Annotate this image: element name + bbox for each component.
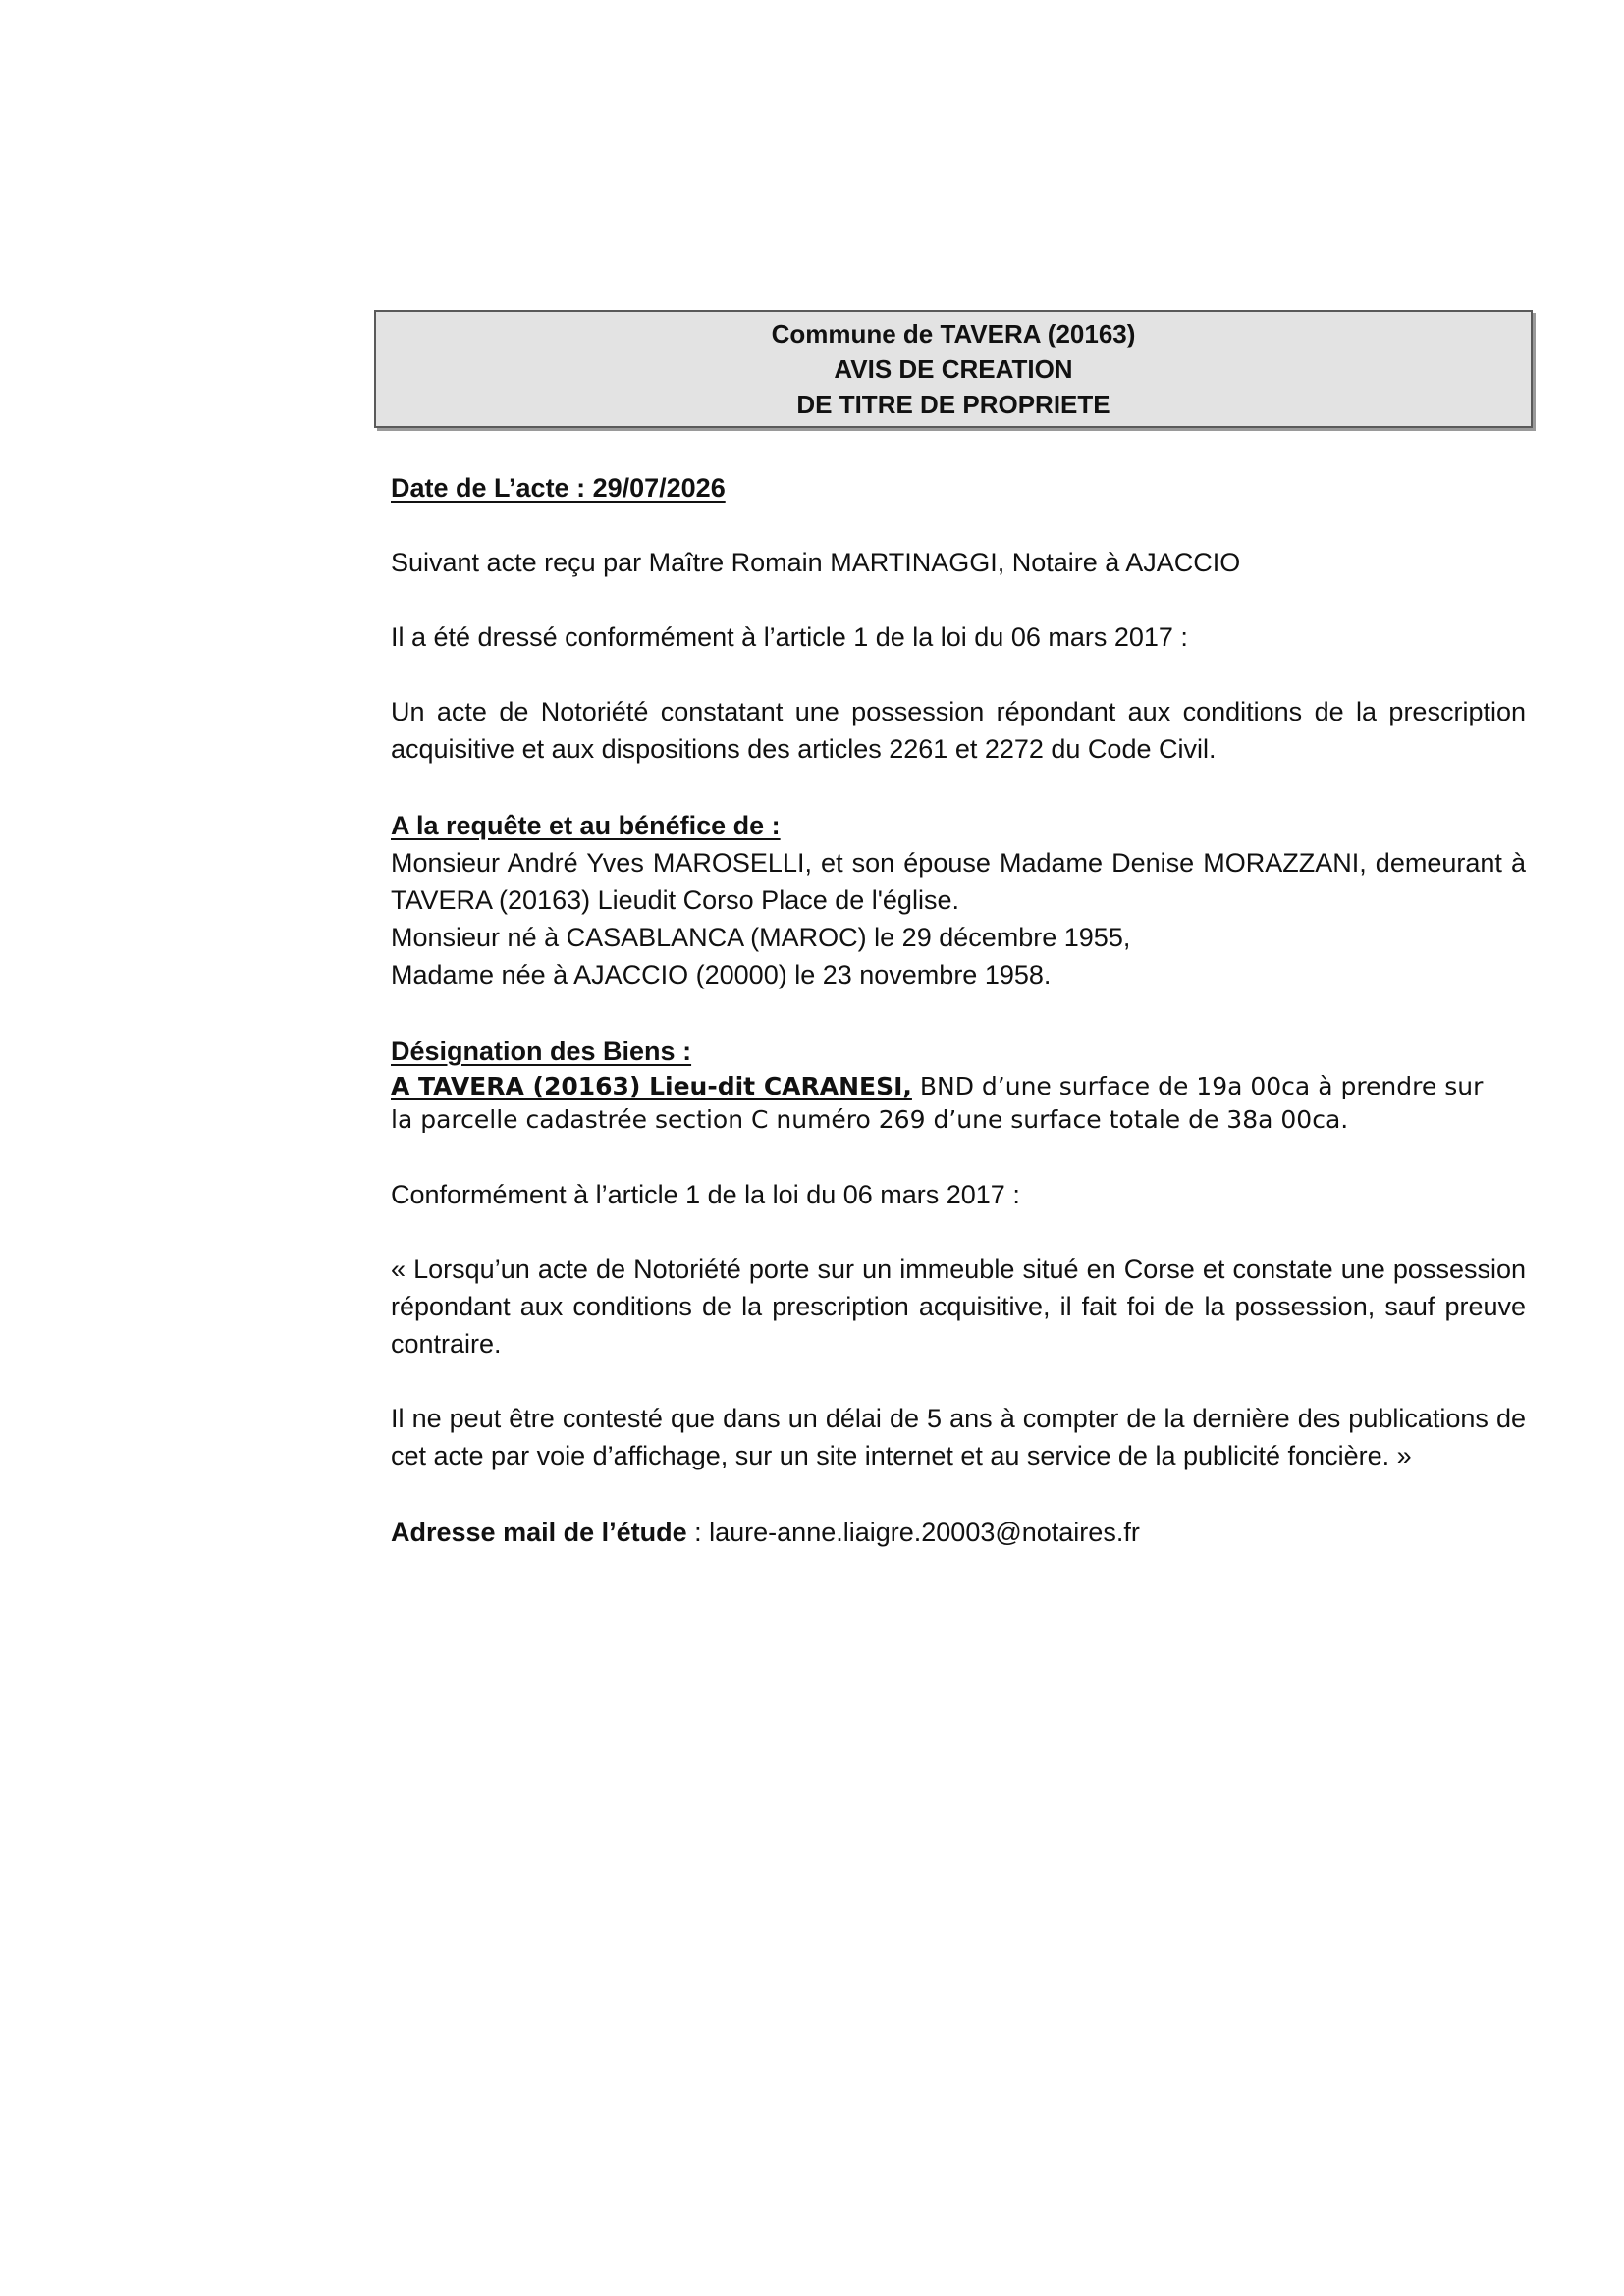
title-titre: DE TITRE DE PROPRIETE xyxy=(796,390,1110,419)
biens-description-2: la parcelle cadastrée section C numéro 269 d’une surface totale de 38a 00ca. xyxy=(391,1105,1349,1134)
document-body xyxy=(391,469,1526,1551)
requete-beneficiaires: Monsieur André Yves MAROSELLI, et son épouse Madame Denise MORAZZANI, demeurant à TAVERA (20163) Lieudit Corso Place de l'église. xyxy=(391,848,1526,915)
loi-intro: Conformément à l’article 1 de la loi du 06 mars 2017 : xyxy=(391,1180,1020,1209)
contact-line xyxy=(391,1514,1526,1551)
acte-notoriete: Un acte de Notoriété constatant une possession répondant aux conditions de la prescription acquisitive et aux dispositions des articles 2261 et 2272 du Code Civil. xyxy=(391,697,1526,764)
loi-citation-2: Il ne peut être contesté que dans un délai de 5 ans à compter de la dernière des publications de cet acte par voie d’affichage, sur un site internet et au service de la publicité foncière. » xyxy=(391,1404,1526,1470)
loi-citation-1: « Lorsqu’un acte de Notoriété porte sur un immeuble situé en Corse et constate une possession répondant aux conditions de la prescription acquisitive, il fait foi de la possession, sauf preuve contraire. xyxy=(391,1255,1526,1359)
title-commune: Commune de TAVERA (20163) xyxy=(771,319,1136,348)
recu-par: Suivant acte reçu par Maître Romain MARTINAGGI, Notaire à AJACCIO xyxy=(391,548,1241,577)
date-acte: Date de L’acte : 29/07/2026 xyxy=(391,473,726,503)
biens-description-1: BND d’une surface de 19a 00ca à prendre sur xyxy=(911,1072,1484,1100)
requete-monsieur-naissance: Monsieur né à CASABLANCA (MAROC) le 29 décembre 1955, xyxy=(391,923,1131,952)
contact-label: Adresse mail de l’étude xyxy=(391,1518,687,1547)
contact-separator: : xyxy=(686,1518,710,1547)
dresse-conformement: Il a été dressé conformément à l’article 1 de la loi du 06 mars 2017 : xyxy=(391,622,1188,652)
biens-heading: Désignation des Biens : xyxy=(391,1037,692,1066)
requete-madame-naissance: Madame née à AJACCIO (20000) le 23 novembre 1958. xyxy=(391,960,1052,989)
title-avis: AVIS DE CREATION xyxy=(834,354,1073,384)
contact-email[interactable]: laure-anne.liaigre.20003@notaires.fr xyxy=(709,1518,1140,1547)
biens-lieu: A TAVERA (20163) Lieu-dit CARANESI, xyxy=(391,1072,912,1100)
requete-heading: A la requête et au bénéfice de : xyxy=(391,811,781,840)
title-box xyxy=(374,310,1533,428)
biens-designation xyxy=(391,1070,1526,1103)
